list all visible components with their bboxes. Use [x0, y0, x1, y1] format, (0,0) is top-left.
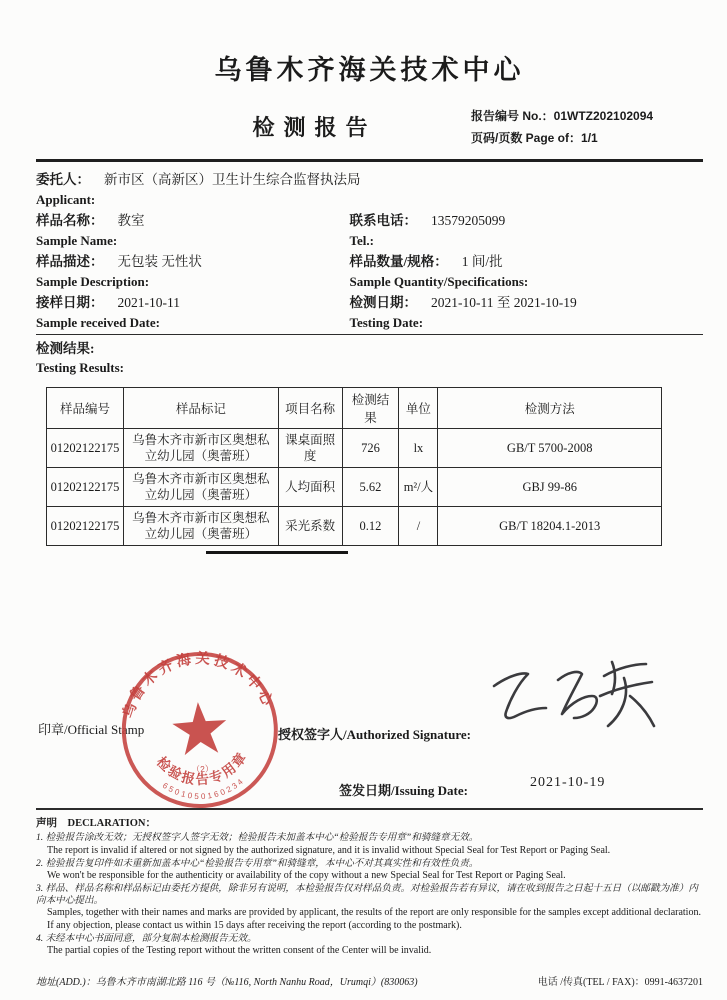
applicant-value: 新市区（高新区）卫生计生综合监督执法局 [104, 172, 361, 187]
sample-received-field [36, 293, 349, 333]
cell-sample-no: 01202122175 [47, 507, 124, 546]
results-label-en: Testing Results: [36, 360, 125, 375]
declaration-item-zh: 4. 未经本中心书面同意，部分复制本检测报告无效。 [36, 932, 257, 944]
cell-unit: lx [399, 429, 438, 468]
cell-result: 5.62 [342, 468, 399, 507]
results-end-mark [206, 551, 348, 554]
declaration-title: 声明 DECLARATION： [36, 818, 156, 829]
declaration-item [36, 832, 703, 857]
report-meta [471, 105, 699, 149]
sample-received-label-en: Sample received Date: [36, 315, 160, 330]
sample-quantity-label-en: Sample Quantity/Specifications: [349, 274, 529, 289]
col-header-method: 检测方法 [438, 388, 662, 429]
applicant-label-en: Applicant: [36, 192, 96, 207]
declaration-item [36, 883, 703, 933]
sample-received-value: 2021-10-11 [117, 295, 180, 310]
declaration-item-en: The partial copies of the Testing report without the written consent of the Center will be invalid. [47, 944, 432, 956]
cell-sample-no: 01202122175 [47, 429, 124, 468]
stamp-star-icon [171, 700, 228, 756]
sample-description-field [36, 252, 349, 292]
declaration-item-en: The report is invalid if altered or not signed by the authorized signature, and it is invalid without Special Seal for Test Report or Paging Seal. [47, 844, 611, 856]
report-title: 检测报告 [252, 115, 377, 140]
cell-unit: m²/人 [399, 468, 438, 507]
report-number-value: 01WTZ202102094 [553, 109, 654, 123]
stamp-number: 6501050160234 [160, 775, 247, 802]
col-header-unit: 单位 [399, 388, 438, 429]
declaration-item-zh: 3. 样品、样品名称和样品标记由委托方提供，除非另有说明，本检验报告仅对样品负责。对检验报告若有异议，请在收到报告之日起十五日（以邮戳为准）内向本中心提出。 [36, 882, 698, 906]
page-number-value: 1/1 [581, 131, 598, 145]
cell-sample-mark: 乌鲁木齐市新市区奥想私立幼儿园（奥蕾班） [123, 507, 278, 546]
declaration-item-zh: 1. 检验报告涂改无效；无授权签字人签字无效；检验报告未加盖本中心“检验报告专用章”和骑缝章无效。 [36, 832, 479, 844]
sample-quantity-label: 样品数量/规格： [349, 254, 448, 269]
tel-label: 联系电话： [349, 213, 417, 228]
issuing-date-value: 2021-10-19 [530, 775, 606, 790]
results-section-label [36, 339, 703, 377]
sample-name-field [36, 211, 349, 251]
footer-telephone: 电话 /传真(TEL / FAX)：0991-4637201 [537, 976, 703, 988]
info-divider [36, 334, 703, 335]
table-header-row [47, 388, 662, 429]
cell-sample-mark: 乌鲁木齐市新市区奥想私立幼儿园（奥蕾班） [123, 429, 278, 468]
cell-sample-no: 01202122175 [47, 468, 124, 507]
cell-item-name: 采光系数 [278, 507, 342, 546]
cell-method: GB/T 5700-2008 [438, 429, 662, 468]
stamp-sub-number: （2） [191, 763, 214, 775]
declaration-item-en: Samples, together with their names and marks are provided by applicant, the results of the report are only responsible for the samples except additional declaration. If any objection, please contact us within 15 days after receiving the report (according to the postmark). [47, 907, 701, 931]
tel-label-en: Tel.: [349, 233, 374, 248]
cell-method: GBJ 99-86 [438, 468, 662, 507]
table-row [47, 468, 662, 507]
results-table [46, 387, 662, 546]
sample-description-label-en: Sample Description: [36, 274, 150, 289]
report-title-row [36, 103, 703, 159]
testing-date-label: 检测日期： [349, 295, 417, 310]
page-number-line [471, 127, 699, 149]
sample-received-label: 接样日期： [36, 295, 104, 310]
handwritten-signature-icon [488, 656, 663, 736]
official-stamp-label: 印章/Official Stamp [38, 722, 145, 737]
report-number-label: 报告编号 No.： [471, 109, 554, 123]
cell-result: 0.12 [342, 507, 399, 546]
stamp-bottom-text: 检验报告专用章 [153, 748, 251, 788]
declaration-item [36, 858, 703, 883]
stamp-ring-text: 乌鲁木齐海关技术中心 [120, 650, 277, 721]
applicant-label: 委托人： [36, 172, 90, 187]
cell-result: 726 [342, 429, 399, 468]
sample-name-label: 样品名称： [36, 213, 104, 228]
sample-info-section [36, 170, 703, 334]
signoff-section [36, 556, 703, 810]
issuing-date-label: 签发日期/Issuing Date: [339, 783, 468, 798]
official-stamp-seal-icon [112, 642, 287, 817]
authorized-signature [488, 656, 663, 741]
cell-item-name: 人均面积 [278, 468, 342, 507]
table-row [47, 429, 662, 468]
results-label-zh: 检测结果: [36, 341, 95, 356]
org-title: 乌鲁木齐海关技术中心 [214, 55, 525, 85]
sample-name-value: 教室 [117, 213, 145, 228]
declaration-item [36, 933, 703, 958]
sample-description-label: 样品描述： [36, 254, 104, 269]
declaration-item-en: We won't be responsible for the authenticity or availability of the copy without a new Special Seal for Test Report or Paging Seal. [47, 869, 566, 881]
sample-quantity-value: 1 间/批 [461, 254, 503, 269]
col-header-sample-no: 样品编号 [47, 388, 124, 429]
page-footer [36, 973, 703, 988]
tel-value: 13579205099 [430, 213, 506, 228]
cell-sample-mark: 乌鲁木齐市新市区奥想私立幼儿园（奥蕾班） [123, 468, 278, 507]
table-row [47, 507, 662, 546]
sample-name-label-en: Sample Name: [36, 233, 118, 248]
page-number-label: 页码/页数 Page of： [471, 131, 582, 145]
testing-date-value: 2021-10-11 至 2021-10-19 [430, 295, 577, 310]
report-number-line [471, 105, 699, 127]
declaration-item-zh: 2. 检验报告复印件如未重新加盖本中心“检验报告专用章”和骑缝章，本中心不对其真实性和有效性负责。 [36, 857, 479, 869]
testing-date-field [349, 293, 703, 333]
declaration-section [36, 817, 703, 958]
authorized-signature-label: 授权签字人/Authorized Signature: [278, 727, 471, 742]
cell-unit: / [399, 507, 438, 546]
cell-item-name: 课桌面照度 [278, 429, 342, 468]
testing-date-label-en: Testing Date: [349, 315, 424, 330]
cell-method: GB/T 18204.1-2013 [438, 507, 662, 546]
official-stamp [112, 642, 287, 822]
applicant-field [36, 170, 703, 210]
header-divider [36, 159, 703, 162]
sample-description-value: 无包装 无性状 [117, 254, 202, 269]
col-header-item-name: 项目名称 [278, 388, 342, 429]
col-header-result: 检测结果 [342, 388, 399, 429]
col-header-sample-mark: 样品标记 [123, 388, 278, 429]
footer-address: 地址(ADD.)：乌鲁木齐市南湖北路 116 号（№116, North Nanhu Road，Urumqi）(830063) [36, 976, 418, 988]
sample-quantity-field [349, 252, 703, 292]
tel-field [349, 211, 703, 251]
